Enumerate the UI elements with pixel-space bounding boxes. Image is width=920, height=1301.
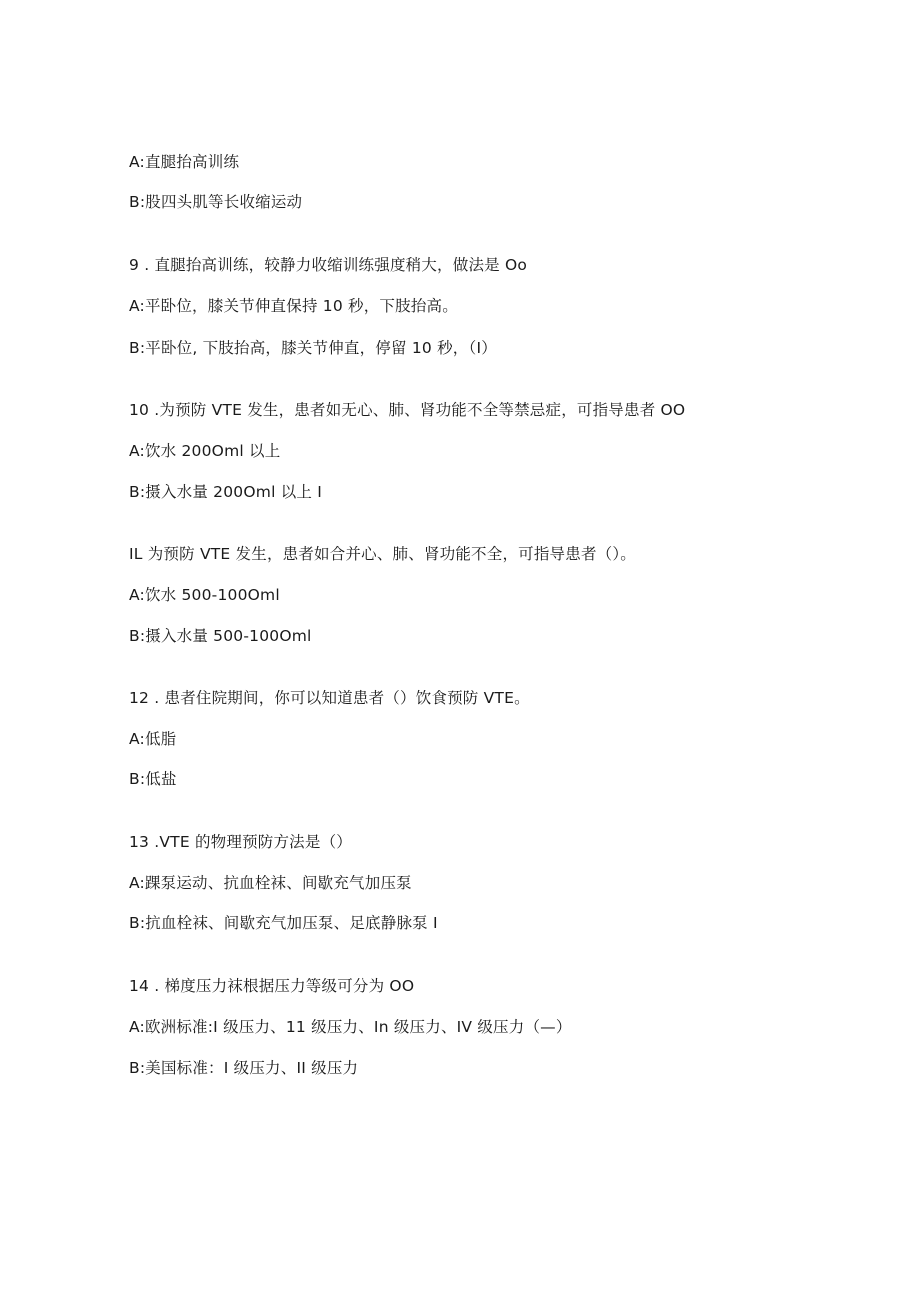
question-12: 12 . 患者住院期间，你可以知道患者（）饮食预防 VTE。 bbox=[129, 689, 530, 707]
option-a: A:踝泵运动、抗血栓袜、间歇充气加压泵 bbox=[129, 874, 412, 892]
option-a: A:直腿抬高训练 bbox=[129, 153, 240, 171]
question-10: 10 .为预防 VTE 发生，患者如无心、肺、肾功能不全等禁忌症，可指导患者 OO bbox=[129, 401, 686, 419]
question-9: 9 . 直腿抬高训练，较静力收缩训练强度稍大，做法是 Oo bbox=[129, 256, 528, 274]
question-13: 13 .VTE 的物理预防方法是（） bbox=[129, 833, 352, 851]
question-11: IL 为预防 VTE 发生，患者如合并心、肺、肾功能不全，可指导患者（）。 bbox=[129, 545, 637, 563]
option-b: B:低盐 bbox=[129, 770, 177, 788]
option-b: B:美国标准：I 级压力、II 级压力 bbox=[129, 1059, 359, 1077]
option-b: B:抗血栓袜、间歇充气加压泵、足底静脉泵 I bbox=[129, 914, 438, 932]
option-a: A:饮水 500-100Oml bbox=[129, 586, 280, 604]
option-b: B:摄入水量 200Oml 以上 I bbox=[129, 483, 322, 501]
option-a: A:低脂 bbox=[129, 730, 177, 748]
option-b: B:平卧位, 下肢抬高，膝关节伸直，停留 10 秒，（I） bbox=[129, 339, 497, 357]
option-b: B:摄入水量 500-100Oml bbox=[129, 627, 312, 645]
question-14: 14 . 梯度压力袜根据压力等级可分为 OO bbox=[129, 977, 415, 995]
option-a: A:饮水 200Oml 以上 bbox=[129, 442, 281, 460]
option-b: B:股四头肌等长收缩运动 bbox=[129, 193, 303, 211]
option-a: A:欧洲标准:I 级压力、11 级压力、In 级压力、IV 级压力（—） bbox=[129, 1018, 572, 1036]
option-a: A:平卧位，膝关节伸直保持 10 秒，下肢抬高。 bbox=[129, 297, 458, 315]
